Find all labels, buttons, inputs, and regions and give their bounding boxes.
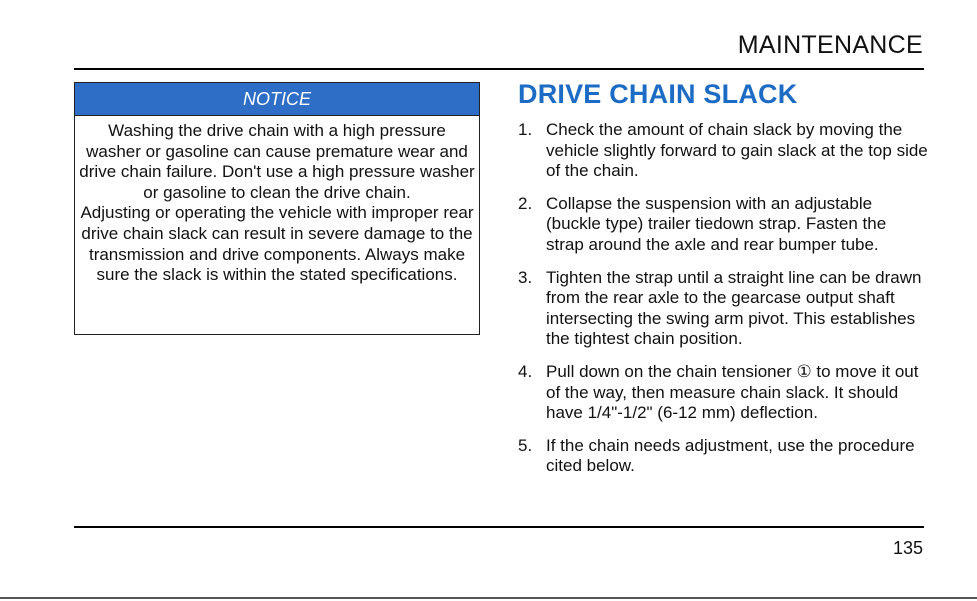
header-divider bbox=[74, 68, 924, 70]
step-item bbox=[518, 362, 928, 424]
step-number: 3. bbox=[518, 267, 533, 287]
step-number: 2. bbox=[518, 193, 533, 213]
footer-divider bbox=[74, 526, 924, 528]
page-bottom-edge bbox=[0, 597, 977, 599]
step-number: 4. bbox=[518, 361, 533, 381]
step-item bbox=[518, 194, 928, 256]
step-text: Pull down on the chain tensioner ① to move it out of the way, then measure chain slack. It should have 1/4"-1/2" (6-12 mm) deflection. bbox=[546, 361, 919, 423]
step-item bbox=[518, 268, 928, 350]
step-number: 1. bbox=[518, 120, 533, 139]
procedure-steps bbox=[518, 120, 928, 489]
page-number: 135 bbox=[892, 538, 923, 558]
section-title: DRIVE CHAIN SLACK bbox=[518, 79, 798, 109]
step-item bbox=[518, 436, 928, 477]
step-text: Collapse the suspension with an adjustable (buckle type) trailer tiedown strap. Fasten the strap around the axle and rear bumper tube. bbox=[546, 193, 887, 254]
step-text: If the chain needs adjustment, use the procedure cited below. bbox=[546, 435, 915, 476]
step-item bbox=[518, 120, 928, 182]
notice-body bbox=[75, 116, 479, 286]
page-section-header: MAINTENANCE bbox=[737, 31, 923, 59]
notice-paragraph-1: Washing the drive chain with a high pressure washer or gasoline can cause premature wear and drive chain failure. Don't use a high pressure washer or gasoline to clean the drive chain. bbox=[79, 121, 475, 202]
step-text: Tighten the strap until a straight line can be drawn from the rear axle to the gearcase output shaft intersecting the swing arm pivot. This establishes the tightest chain position. bbox=[546, 267, 922, 349]
step-number: 5. bbox=[518, 435, 533, 455]
step-text: Check the amount of chain slack by moving the vehicle slightly forward to gain slack at the top side of the chain. bbox=[546, 120, 928, 181]
notice-box bbox=[74, 82, 480, 335]
notice-paragraph-2: Adjusting or operating the vehicle with improper rear drive chain slack can result in severe damage to the transmission and drive components. Always make sure the slack is within the stated specifications. bbox=[80, 203, 474, 285]
notice-label: NOTICE bbox=[75, 83, 479, 116]
